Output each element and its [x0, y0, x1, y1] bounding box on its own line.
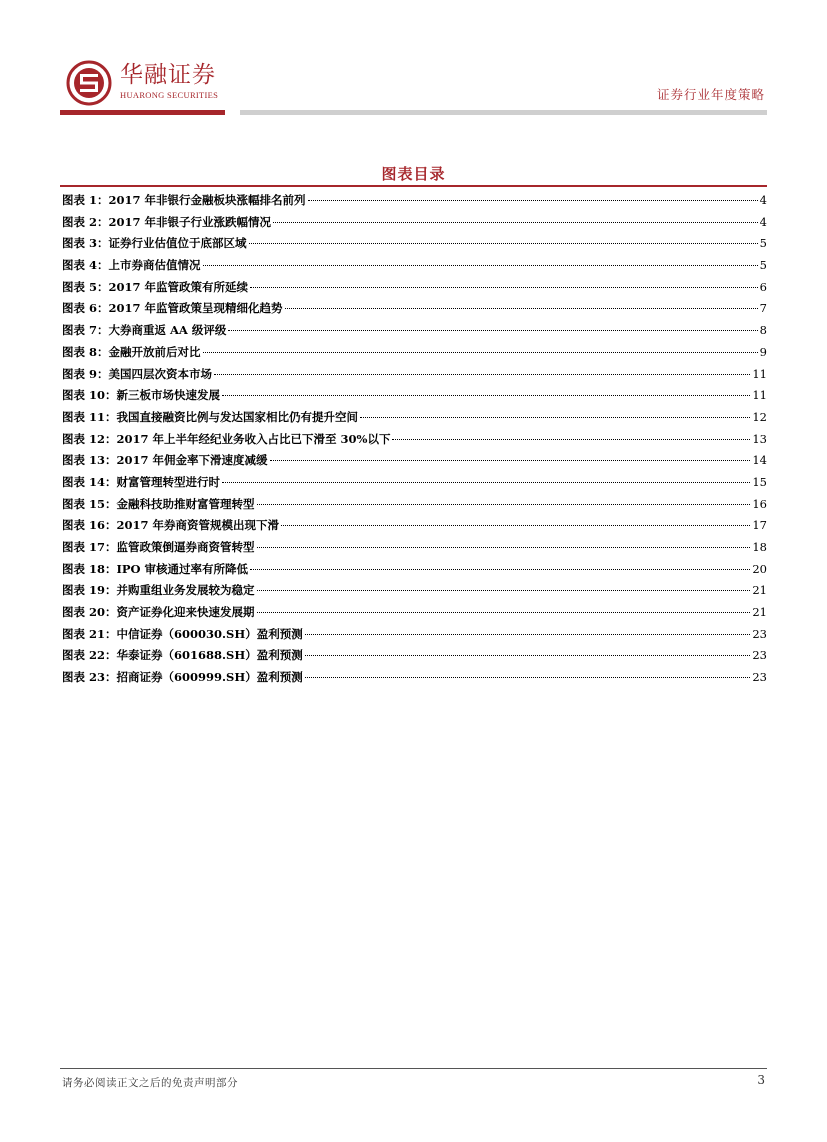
toc-entry[interactable]: [62, 429, 767, 451]
toc-entry[interactable]: [62, 537, 767, 559]
toc-entry[interactable]: [62, 320, 767, 342]
toc-title-rule: [60, 185, 767, 187]
toc-entry-page: 8: [759, 323, 767, 338]
header-accent-bar: [60, 110, 225, 115]
toc-entry-page: 23: [752, 626, 767, 641]
toc-entry-page: 16: [752, 496, 767, 511]
toc-entry-page: 4: [759, 193, 767, 207]
toc-entry[interactable]: [62, 342, 767, 364]
toc-entry[interactable]: [62, 255, 767, 277]
toc-leader-dots: [281, 525, 750, 526]
toc-entry[interactable]: [62, 667, 767, 689]
toc-entry-label: 图表 17：监管政策倒逼券商资管转型: [62, 540, 255, 554]
document-type: 证券行业年度策略: [656, 87, 765, 102]
toc-entry-label: 图表 20：资产证券化迎来快速发展期: [62, 605, 255, 620]
toc-entry[interactable]: [62, 602, 767, 624]
toc-entry-label: 图表 21：中信证券（600030.SH）盈利预测: [62, 626, 303, 641]
toc-leader-dots: [308, 200, 758, 201]
toc-leader-dots: [305, 634, 751, 635]
footer-disclaimer: 请务必阅读正文之后的免责声明部分: [62, 1077, 238, 1089]
toc-leader-dots: [214, 374, 750, 375]
toc-entry[interactable]: [62, 407, 767, 429]
toc-entry-page: 5: [759, 236, 767, 251]
toc-entry-label: 图表 13：2017 年佣金率下滑速度减缓: [62, 453, 268, 468]
toc-entry-label: 图表 11：我国直接融资比例与发达国家相比仍有提升空间: [62, 409, 359, 424]
toc-entry[interactable]: [62, 624, 767, 646]
footer-rule: [60, 1068, 767, 1069]
toc-entry-page: 23: [752, 670, 767, 685]
toc-entry[interactable]: [62, 298, 767, 320]
toc-entry-label: 图表 12：2017 年上半年经纪业务收入占比已下滑至 30%以下: [62, 431, 391, 446]
toc-leader-dots: [222, 395, 750, 396]
toc-entry-page: 17: [752, 518, 767, 533]
toc-leader-dots: [249, 243, 758, 244]
toc-leader-dots: [228, 330, 757, 331]
toc-leader-dots: [203, 352, 758, 353]
toc-entry-label: 图表 19：并购重组业务发展较为稳定: [62, 583, 255, 598]
toc-title: 图表目录: [381, 165, 446, 183]
toc-entry-label: 图表 15：金融科技助推财富管理转型: [62, 496, 255, 511]
toc-leader-dots: [305, 655, 751, 656]
page-number: 3: [757, 1073, 765, 1087]
toc-entry[interactable]: [62, 472, 767, 494]
toc-leader-dots: [257, 504, 751, 505]
toc-entry[interactable]: [62, 212, 767, 234]
toc-entry[interactable]: [62, 450, 767, 472]
toc-entry-label: 图表 6：2017 年监管政策呈现精细化趋势: [62, 301, 283, 316]
brand-name-en: HUARONG SECURITIES: [120, 90, 219, 100]
toc-list: [62, 190, 767, 689]
toc-entry-page: 7: [759, 301, 767, 316]
toc-leader-dots: [257, 612, 751, 613]
brand-name-cn: 华融证券: [120, 62, 216, 88]
toc-entry-label: 图表 4：上市券商估值情况: [62, 258, 201, 273]
toc-leader-dots: [257, 590, 751, 591]
toc-leader-dots: [360, 417, 750, 418]
toc-entry-label: 图表 9：美国四层次资本市场: [62, 366, 213, 381]
toc-entry[interactable]: [62, 233, 767, 255]
toc-entry[interactable]: [62, 494, 767, 516]
toc-entry-page: 6: [759, 279, 767, 294]
toc-entry-page: 20: [752, 561, 767, 576]
toc-entry-page: 13: [752, 431, 767, 446]
toc-entry-page: 4: [759, 214, 767, 229]
toc-entry[interactable]: [62, 364, 767, 386]
toc-leader-dots: [270, 460, 751, 461]
toc-entry-label: 图表 8：金融开放前后对比: [62, 344, 201, 359]
toc-entry[interactable]: [62, 645, 767, 667]
toc-leader-dots: [305, 677, 751, 678]
toc-entry-page: 12: [752, 409, 767, 424]
toc-entry[interactable]: [62, 277, 767, 299]
huarong-logo-icon: [66, 60, 112, 106]
toc-entry-page: 15: [752, 474, 767, 489]
toc-entry-page: 11: [752, 388, 767, 403]
toc-entry-label: 图表 23：招商证券（600999.SH）盈利预测: [62, 670, 303, 685]
toc-entry-label: 图表 14：财富管理转型进行时: [62, 474, 221, 489]
toc-entry-label: 图表 2：2017 年非银子行业涨跌幅情况: [62, 214, 272, 229]
toc-entry-page: 9: [759, 344, 767, 359]
toc-leader-dots: [257, 547, 751, 548]
toc-entry-label: 图表 22：华泰证券（601688.SH）盈利预测: [62, 648, 303, 663]
toc-entry-label: 图表 7：大券商重返 AA 级评级: [62, 323, 227, 338]
toc-leader-dots: [203, 265, 758, 266]
toc-leader-dots: [222, 482, 750, 483]
toc-entry-page: 11: [752, 366, 767, 381]
toc-entry-page: 14: [752, 453, 767, 468]
header-divider-bar: [240, 110, 767, 115]
toc-entry-page: 18: [752, 540, 767, 554]
toc-entry-page: 21: [752, 583, 767, 598]
toc-entry-label: 图表 18：IPO 审核通过率有所降低: [62, 561, 249, 576]
toc-entry-label: 图表 16：2017 年券商资管规模出现下滑: [62, 518, 280, 533]
toc-entry-page: 5: [759, 258, 767, 273]
toc-leader-dots: [273, 222, 758, 223]
toc-leader-dots: [250, 569, 750, 570]
toc-entry[interactable]: [62, 385, 767, 407]
toc-entry-page: 23: [752, 648, 767, 663]
toc-entry[interactable]: [62, 190, 767, 212]
toc-entry-label: 图表 1：2017 年非银行金融板块涨幅排名前列: [62, 193, 306, 207]
toc-entry-label: 图表 5：2017 年监管政策有所延续: [62, 279, 249, 294]
toc-entry-page: 21: [752, 605, 767, 620]
toc-entry-label: 图表 10：新三板市场快速发展: [62, 388, 221, 403]
toc-entry[interactable]: [62, 580, 767, 602]
toc-leader-dots: [392, 439, 750, 440]
toc-entry-label: 图表 3：证券行业估值位于底部区域: [62, 236, 247, 251]
toc-leader-dots: [250, 287, 758, 288]
toc-entry[interactable]: [62, 515, 767, 537]
toc-entry[interactable]: [62, 559, 767, 581]
toc-leader-dots: [285, 308, 758, 309]
